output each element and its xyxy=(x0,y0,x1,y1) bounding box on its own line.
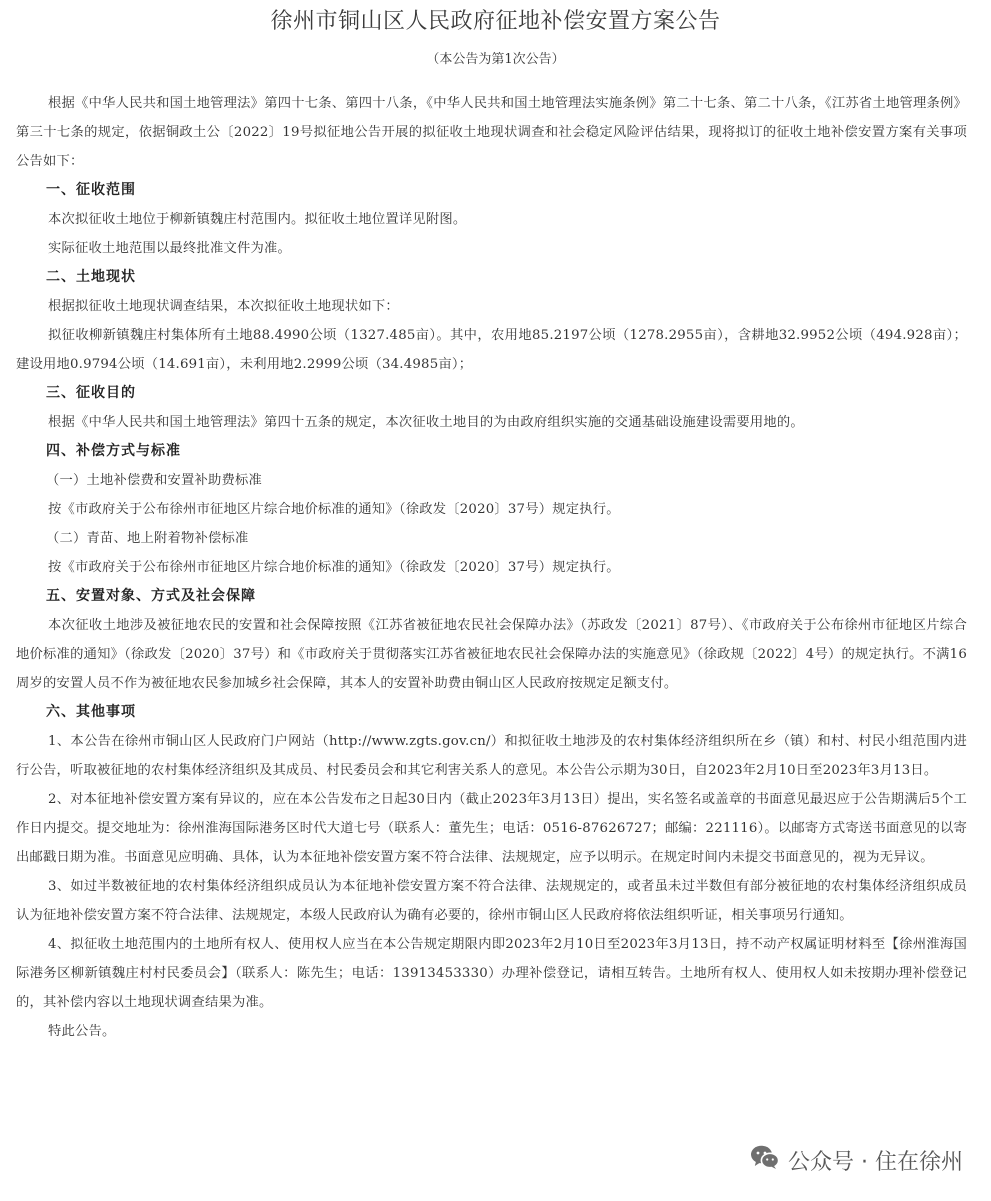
section-heading-purpose: 三、征收目的 xyxy=(46,385,136,401)
section-heading-scope: 一、征收范围 xyxy=(46,182,136,198)
other-item-2: 2、对本征地补偿安置方案有异议的，应在本公告发布之日起30日内（截止2023年3月13日）提出，实名签名或盖章的书面意见最迟应于公告期满后5个工作日内提交。提交地址为：徐州淮海国际港务区时代大道七号（联系人：董先生；电话：0516-87626727；邮编：221116）。以邮寄方式寄送书面意见的以寄出邮戳日期为准。书面意见应明确、具体，认为本征地补偿安置方案不符合法律、法规规定，应予以明示。在规定时间内未提交书面意见的，视为无异议。 xyxy=(16,792,967,865)
land-status-detail: 拟征收柳新镇魏庄村集体所有土地88.4990公顷（1327.485亩）。其中，农用地85.2197公顷（1278.2955亩），含耕地32.9952公顷（494.928亩）；建设用地0.9794公顷（14.691亩），未利用地2.2999公顷（34.4985亩）； xyxy=(16,328,967,372)
wechat-watermark xyxy=(744,1146,963,1174)
other-item-3: 3、如过半数被征地的农村集体经济组织成员认为本征地补偿安置方案不符合法律、法规规定的，或者虽未过半数但有部分被征地的农村集体经济组织成员认为征地补偿安置方案不符合法律、法规规定，本级人民政府认为确有必要的，徐州市铜山区人民政府将依法组织听证，相关事项另行通知。 xyxy=(16,879,967,923)
wechat-icon xyxy=(750,1144,788,1176)
scope-note-paragraph: 实际征收土地范围以最终批准文件为准。 xyxy=(48,241,291,256)
section-heading-resettlement: 五、安置对象、方式及社会保障 xyxy=(46,588,256,604)
announcement-subtitle: （本公告为第1次公告） xyxy=(426,52,565,67)
page-title: 徐州市铜山区人民政府征地补偿安置方案公告 xyxy=(270,9,721,34)
compensation-rule-2: 按《市政府关于公布徐州市征地区片综合地价标准的通知》（徐政发〔2020〕37号）规定执行。 xyxy=(48,560,620,575)
section-heading-other: 六、其他事项 xyxy=(46,704,136,720)
section-heading-compensation: 四、补偿方式与标准 xyxy=(46,443,181,459)
section-heading-land-status: 二、土地现状 xyxy=(46,269,136,285)
other-item-1: 1、本公告在徐州市铜山区人民政府门户网站（http://www.zgts.gov.cn/）和拟征收土地涉及的农村集体经济组织所在乡（镇）和村、村民小组范围内进行公告，听取被征地的农村集体经济组织及其成员、村民委员会和其它利害关系人的意见。本公告公示期为30日，自2023年2月10日至2023年3月13日。 xyxy=(16,734,967,778)
compensation-subheading-2: （二）青苗、地上附着物补偿标准 xyxy=(46,531,249,546)
land-status-intro: 根据拟征收土地现状调查结果，本次拟征收土地现状如下： xyxy=(48,299,399,314)
wechat-account-label: 公众号 · 住在徐州 xyxy=(788,1149,963,1175)
scope-paragraph: 本次拟征收土地位于柳新镇魏庄村范围内。拟征收土地位置详见附图。 xyxy=(48,212,467,227)
announcement-body xyxy=(0,89,991,1046)
compensation-rule-1: 按《市政府关于公布徐州市征地区片综合地价标准的通知》（徐政发〔2020〕37号）规定执行。 xyxy=(48,502,620,517)
other-item-4: 4、拟征收土地范围内的土地所有权人、使用权人应当在本公告规定期限内即2023年2月10日至2023年3月13日，持不动产权属证明材料至【徐州淮海国际港务区柳新镇魏庄村村民委员会】（联系人：陈先生；电话：13913453330）办理补偿登记，请相互转告。土地所有权人、使用权人如未按期办理补偿登记的，其补偿内容以土地现状调查结果为准。 xyxy=(16,937,967,1010)
resettlement-paragraph: 本次征收土地涉及被征地农民的安置和社会保障按照《江苏省被征地农民社会保障办法》（苏政发〔2021〕87号）、《市政府关于公布徐州市征地区片综合地价标准的通知》（徐政发〔2020〕37号）和《市政府关于贯彻落实江苏省被征地农民社会保障办法的实施意见》（徐政规〔2022〕4号）的规定执行。不满16周岁的安置人员不作为被征地农民参加城乡社会保障，其本人的安置补助费由铜山区人民政府按规定足额支付。 xyxy=(16,618,967,691)
closing-line: 特此公告。 xyxy=(48,1024,116,1039)
purpose-paragraph: 根据《中华人民共和国土地管理法》第四十五条的规定，本次征收土地目的为由政府组织实施的交通基础设施建设需要用地的。 xyxy=(48,415,804,430)
compensation-subheading-1: （一）土地补偿费和安置补助费标准 xyxy=(46,473,262,488)
intro-paragraph: 根据《中华人民共和国土地管理法》第四十七条、第四十八条，《中华人民共和国土地管理法实施条例》第二十七条、第二十八条，《江苏省土地管理条例》第三十七条的规定，依据铜政土公〔2022〕19号拟征地公告开展的拟征收土地现状调查和社会稳定风险评估结果，现将拟订的征收土地补偿安置方案有关事项公告如下： xyxy=(16,96,967,169)
